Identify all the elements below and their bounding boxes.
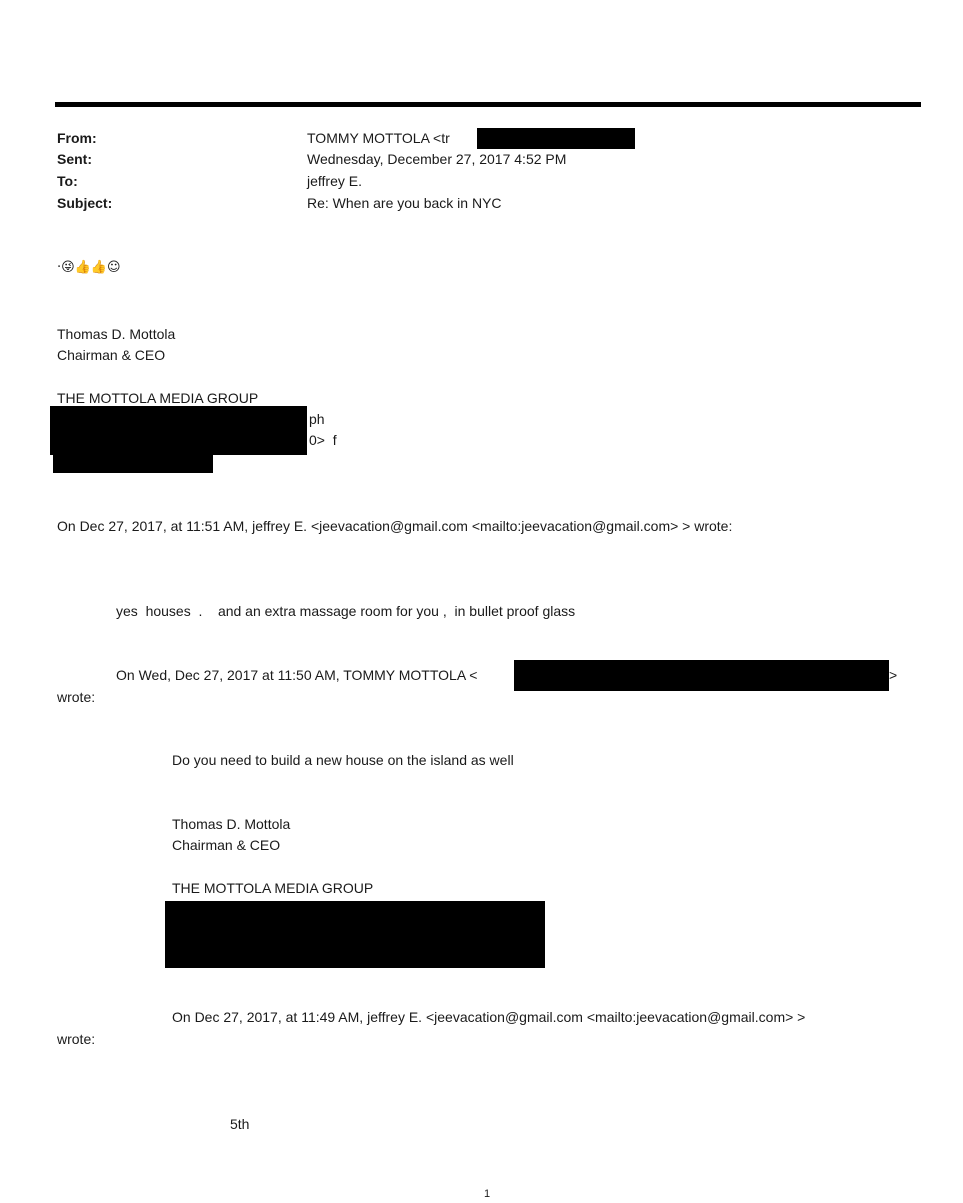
quote3-wrote: wrote: [57,1031,96,1047]
from-label: From: [57,130,97,146]
sig1-f: 0> f [309,432,337,448]
quote1-header: On Dec 27, 2017, at 11:51 AM, jeffrey E. <jeevacation@gmail.com <mailto:jeevacation@gmail.com> > wrote: [57,518,733,534]
redaction [477,128,635,149]
sig2-name: Thomas D. Mottola [172,816,291,832]
page-number: 1 [484,1188,491,1200]
sig2-title: Chairman & CEO [172,837,281,853]
redaction [514,660,889,691]
to-value: jeffrey E. [307,173,362,189]
quote1-text: yes houses . and an extra massage room for you , in bullet proof glass [116,603,576,619]
sig1-ph: ph [309,411,325,427]
sent-label: Sent: [57,151,92,167]
sig2-company: THE MOTTOLA MEDIA GROUP [172,880,374,896]
quote2-text: Do you need to build a new house on the island as well [172,752,514,768]
header-rule [55,102,921,107]
sig1-name: Thomas D. Mottola [57,326,176,342]
sig1-company: THE MOTTOLA MEDIA GROUP [57,390,259,406]
redaction [165,901,545,968]
quote2-wrote: wrote: [57,689,96,705]
emoji-line: ·😜👍👍☺ [57,260,121,275]
quote3-text: 5th [230,1116,250,1132]
redaction [53,455,213,473]
to-label: To: [57,173,78,189]
quote3-header: On Dec 27, 2017, at 11:49 AM, jeffrey E. <jeevacation@gmail.com <mailto:jeevacation@gmail.com> > [172,1009,806,1025]
subject-label: Subject: [57,195,113,211]
redaction [50,406,307,455]
sent-value: Wednesday, December 27, 2017 4:52 PM [307,151,567,167]
sig1-title: Chairman & CEO [57,347,166,363]
subject-value: Re: When are you back in NYC [307,195,502,211]
quote2-header: On Wed, Dec 27, 2017 at 11:50 AM, TOMMY MOTTOLA < [116,667,478,683]
from-value: TOMMY MOTTOLA <tr [307,130,450,146]
quote2-header-end: > [889,667,898,683]
